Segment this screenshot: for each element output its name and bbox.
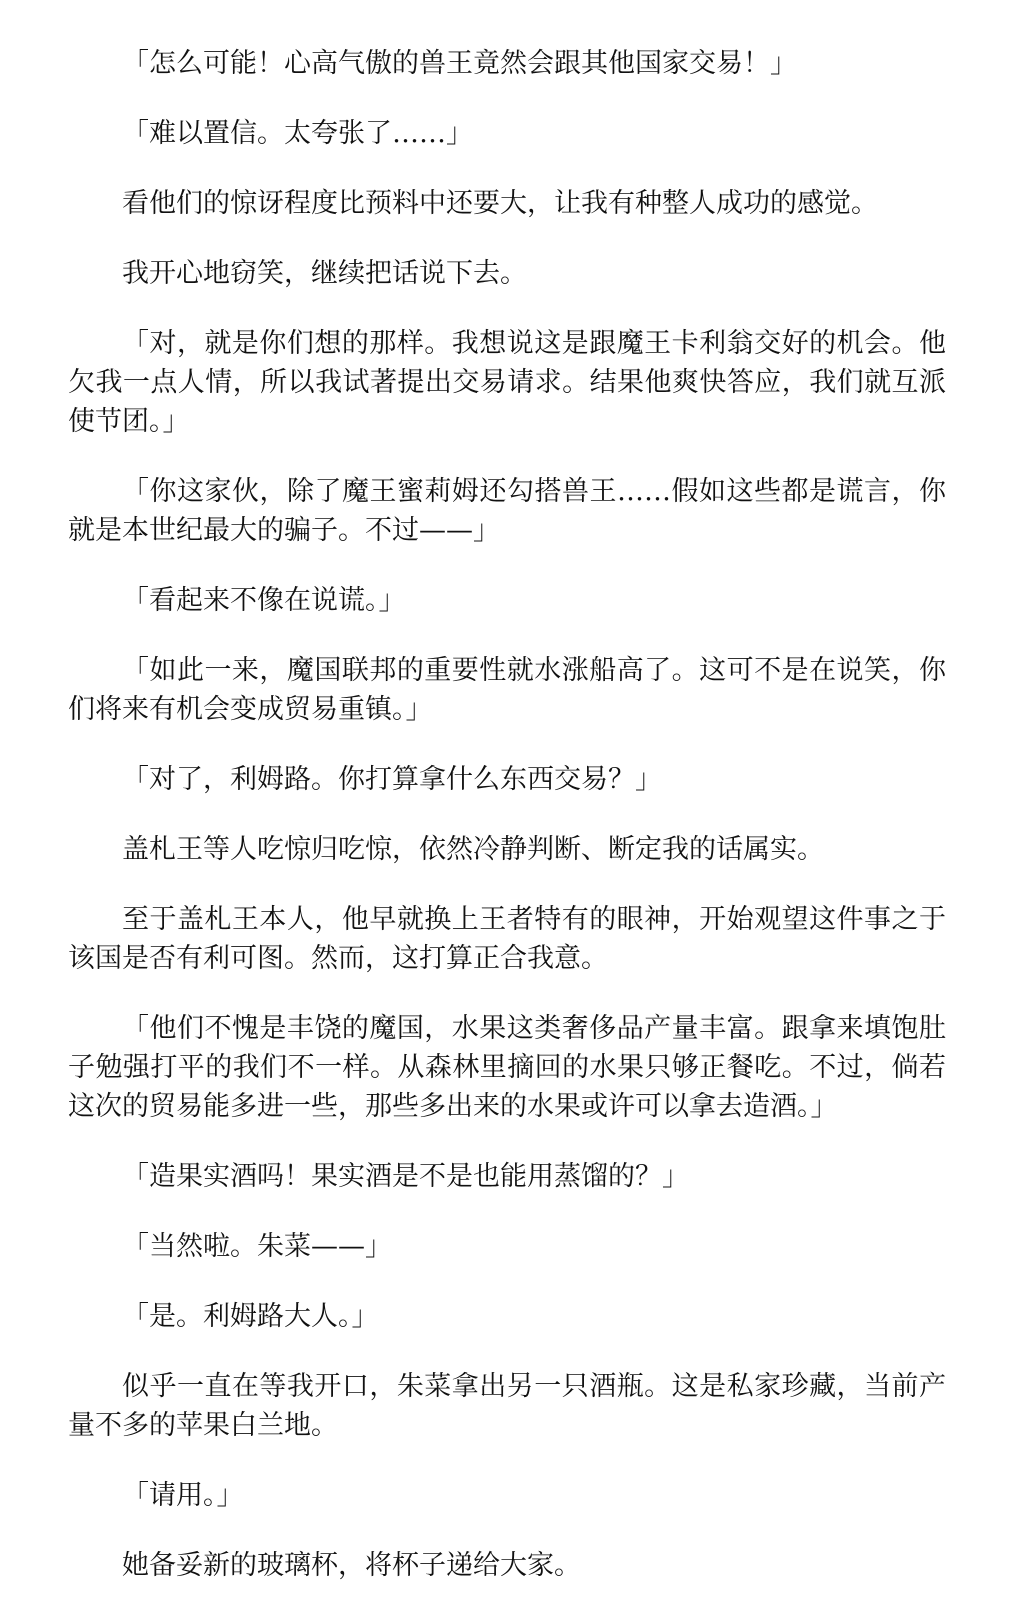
text-body (68, 44, 946, 1616)
paragraph-15: 「是。利姆路大人。」 (122, 1301, 379, 1332)
paragraph-6: 「你这家伙，除了魔王蜜莉姆还勾搭兽王……假如这些都是谎言，你就是本世纪最大的骗子。不过——」 (68, 476, 946, 546)
paragraph-14: 「当然啦。朱菜——」 (122, 1231, 392, 1262)
paragraph-9: 「对了，利姆路。你打算拿什么东西交易？」 (122, 764, 662, 795)
paragraph-18: 她备妥新的玻璃杯，将杯子递给大家。 (122, 1550, 581, 1581)
paragraph-13: 「造果实酒吗！果实酒是不是也能用蒸馏的？」 (122, 1161, 689, 1192)
paragraph-8: 「如此一来，魔国联邦的重要性就水涨船高了。这可不是在说笑，你们将来有机会变成贸易重镇。」 (68, 655, 946, 725)
paragraph-1: 「怎么可能！心高气傲的兽王竟然会跟其他国家交易！」 (122, 48, 797, 79)
paragraph-11: 至于盖札王本人，他早就换上王者特有的眼神，开始观望这件事之于该国是否有利可图。然而，这打算正合我意。 (68, 904, 946, 974)
paragraph-5: 「对，就是你们想的那样。我想说这是跟魔王卡利翁交好的机会。他欠我一点人情，所以我试著提出交易请求。结果他爽快答应，我们就互派使节团。」 (68, 328, 946, 437)
paragraph-17: 「请用。」 (122, 1480, 244, 1511)
paragraph-7: 「看起来不像在说谎。」 (122, 585, 406, 616)
paragraph-3: 看他们的惊讶程度比预料中还要大，让我有种整人成功的感觉。 (122, 188, 878, 219)
paragraph-16: 似乎一直在等我开口，朱菜拿出另一只酒瓶。这是私家珍藏，当前产量不多的苹果白兰地。 (68, 1371, 946, 1441)
paragraph-12: 「他们不愧是丰饶的魔国，水果这类奢侈品产量丰富。跟拿来填饱肚子勉强打平的我们不一样。从森林里摘回的水果只够正餐吃。不过，倘若这次的贸易能多进一些，那些多出来的水果或许可以拿去造酒。」 (68, 1013, 946, 1122)
paragraph-10: 盖札王等人吃惊归吃惊，依然冷静判断、断定我的话属实。 (122, 834, 824, 865)
paragraph-4: 我开心地窃笑，继续把话说下去。 (122, 258, 527, 289)
paragraph-2: 「难以置信。太夸张了……」 (122, 118, 473, 149)
